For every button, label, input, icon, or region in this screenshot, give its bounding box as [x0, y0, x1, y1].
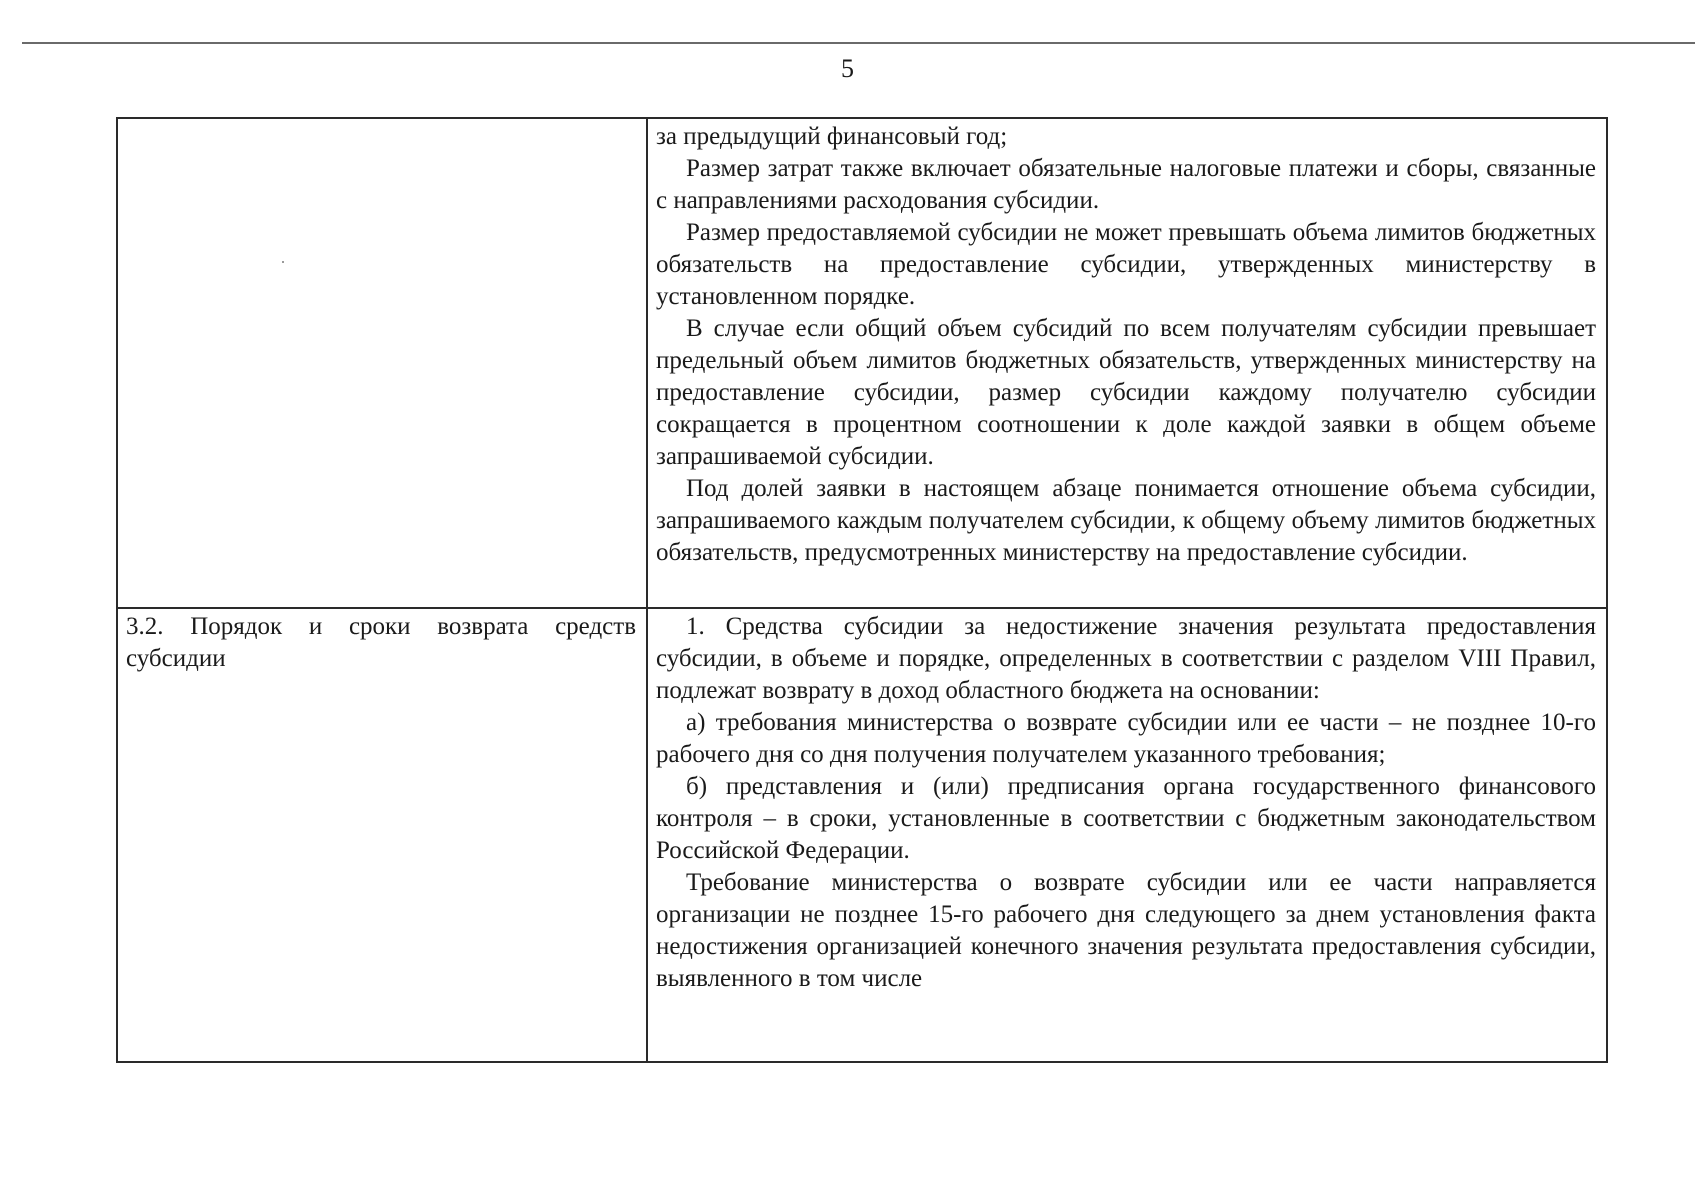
- regulation-table: [116, 117, 1608, 1063]
- row2-paragraph-3: б) представления и (или) предписания органа государственного финансового контроля – в сроки, установленные в соответствии с бюджетным законодательством Российской Федерации.: [656, 773, 1596, 864]
- table-row: [117, 608, 1607, 1062]
- row1-left-cell: [117, 118, 647, 608]
- table-row: [117, 118, 1607, 608]
- row2-paragraph-1: 1. Средства субсидии за недостижение значения результата предоставления субсидии, в объеме и порядке, определенных в соответствии с разделом VIII Правил, подлежат возврату в доход областного бюджета на основании:: [656, 613, 1596, 704]
- row2-paragraph-4: Требование министерства о возврате субсидии или ее части направляется организации не позднее 15-го рабочего дня следующего за днем установления факта недостижения организацией конечного значения результата предоставления субсидии, выявленного в том числе: [656, 869, 1596, 992]
- page-number: 5: [841, 54, 854, 83]
- row2-paragraph-2: а) требования министерства о возврате субсидии или ее части – не позднее 10-го рабочего дня со дня получения получателем указанного требования;: [656, 709, 1596, 768]
- row1-paragraph-5: Под долей заявки в настоящем абзаце понимается отношение объема субсидии, запрашиваемого каждым получателем субсидии, к общему объему лимитов бюджетных обязательств, предусмотренных министерству на предоставление субсидии.: [656, 475, 1596, 566]
- row2-left-cell: 3.2. Порядок и сроки возврата средств субсидии: [117, 608, 647, 1062]
- page-top-rule: [22, 42, 1695, 44]
- row2-right-cell: [647, 608, 1607, 1062]
- row1-right-cell: [647, 118, 1607, 608]
- row1-paragraph-4: В случае если общий объем субсидий по всем получателям субсидии превышает предельный объем лимитов бюджетных обязательств, утвержденных министерству на предоставление субсидии, размер субсидии каждому получателю субсидии сокращается в процентном соотношении к доле каждой заявки в общем объеме запрашиваемой субсидии.: [656, 315, 1596, 470]
- row1-paragraph-2: Размер затрат также включает обязательные налоговые платежи и сборы, связанные с направлениями расходования субсидии.: [656, 155, 1596, 214]
- row1-paragraph-1: за предыдущий финансовый год;: [656, 123, 1008, 150]
- row1-paragraph-3: Размер предоставляемой субсидии не может превышать объема лимитов бюджетных обязательств на предоставление субсидии, утвержденных министерству в установленном порядке.: [656, 219, 1596, 310]
